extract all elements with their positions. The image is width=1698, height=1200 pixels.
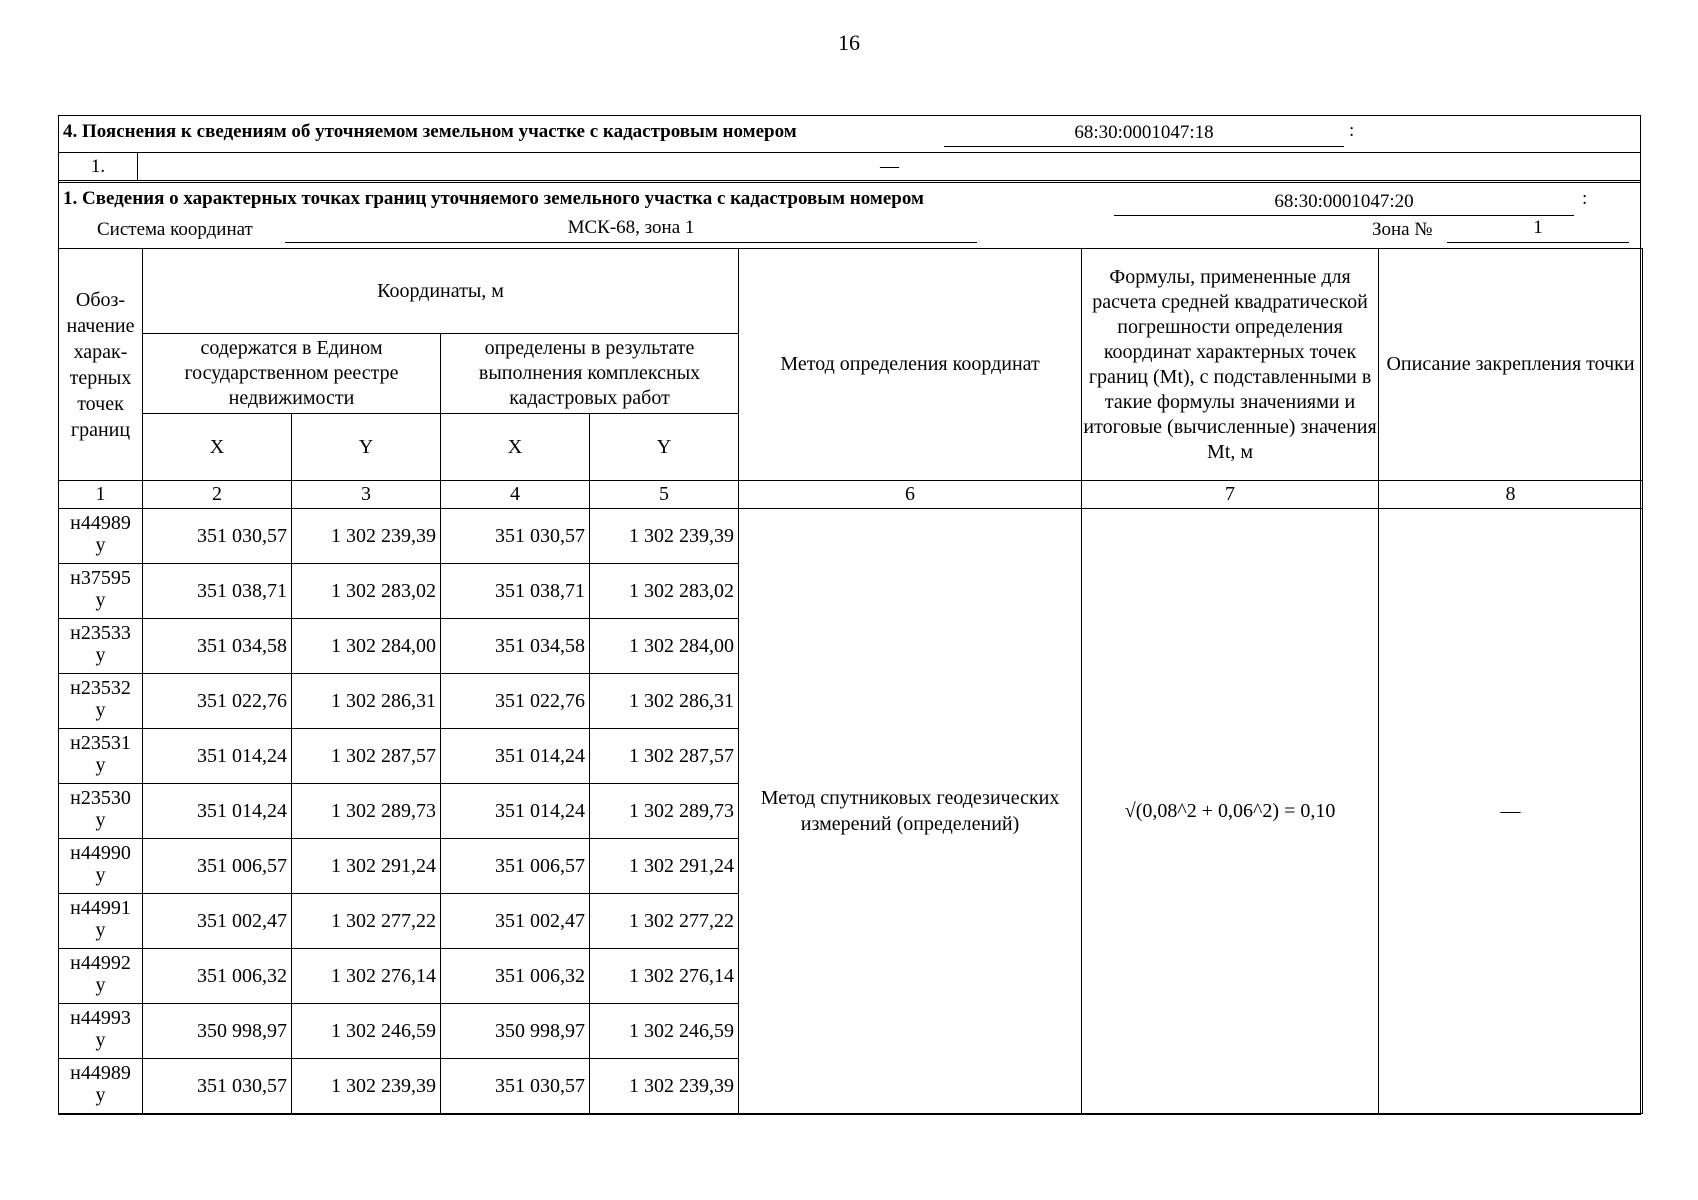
y-egrn-cell: 1 302 286,31 bbox=[292, 674, 441, 729]
point-suffix: у bbox=[95, 864, 106, 886]
section-4-row-value: — bbox=[880, 156, 899, 177]
column-number-row bbox=[59, 481, 1643, 509]
x-determined-cell: 351 002,47 bbox=[441, 894, 590, 949]
point-suffix: у bbox=[95, 809, 106, 831]
point-suffix: у bbox=[95, 919, 106, 941]
point-designation bbox=[59, 674, 143, 729]
point-suffix: у bbox=[95, 589, 106, 611]
y-determined-cell: 1 302 289,73 bbox=[590, 784, 739, 839]
point-suffix: у bbox=[95, 534, 106, 556]
x-determined-cell: 351 038,71 bbox=[441, 564, 590, 619]
x-determined-cell: 350 998,97 bbox=[441, 1004, 590, 1059]
section-4-title: 4. Пояснения к сведениям об уточняемом земельном участке с кадастровым номером bbox=[63, 121, 797, 142]
section-1-title: 1. Сведения о характерных точках границ уточняемого земельного участка с кадастровым номером bbox=[63, 188, 924, 209]
header-coordinates: Координаты, м bbox=[143, 249, 739, 334]
y-determined-cell: 1 302 277,22 bbox=[590, 894, 739, 949]
column-number: 6 bbox=[739, 481, 1082, 509]
x-egrn-cell: 351 006,57 bbox=[143, 839, 292, 894]
column-number: 8 bbox=[1379, 481, 1643, 509]
zone-label: Зона № bbox=[1372, 219, 1433, 240]
point-designation bbox=[59, 564, 143, 619]
x-egrn-cell: 351 030,57 bbox=[143, 509, 292, 564]
header-description: Описание закрепления точки bbox=[1379, 249, 1643, 481]
y-determined-cell: 1 302 284,00 bbox=[590, 619, 739, 674]
section-1-colon: : bbox=[1582, 188, 1588, 209]
y-egrn-cell: 1 302 287,57 bbox=[292, 729, 441, 784]
coord-system-value: МСК-68, зона 1 bbox=[285, 217, 977, 243]
point-id: н37595 bbox=[70, 567, 131, 589]
x-egrn-cell: 351 006,32 bbox=[143, 949, 292, 1004]
point-designation bbox=[59, 619, 143, 674]
page-number: 16 bbox=[838, 30, 860, 55]
point-designation bbox=[59, 949, 143, 1004]
method-cell: Метод спутниковых геодезических измерений (определений) bbox=[739, 509, 1082, 1114]
x-determined-cell: 351 006,57 bbox=[441, 839, 590, 894]
point-id: н23531 bbox=[70, 732, 131, 754]
section-4-row-number: 1. bbox=[59, 153, 138, 180]
coord-system-label: Система координат bbox=[97, 219, 253, 240]
column-number: 5 bbox=[590, 481, 739, 509]
point-suffix: у bbox=[95, 974, 106, 996]
x-determined-cell: 351 006,32 bbox=[441, 949, 590, 1004]
x-egrn-cell: 351 030,57 bbox=[143, 1059, 292, 1114]
section-1-cadastral-number: 68:30:0001047:20 bbox=[1114, 191, 1574, 216]
point-designation bbox=[59, 729, 143, 784]
x-egrn-cell: 351 014,24 bbox=[143, 784, 292, 839]
point-designation bbox=[59, 784, 143, 839]
section-4-row bbox=[59, 153, 1640, 183]
x-determined-cell: 351 022,76 bbox=[441, 674, 590, 729]
header-x-egrn: X bbox=[143, 414, 292, 481]
column-number: 2 bbox=[143, 481, 292, 509]
header-x-determined: X bbox=[441, 414, 590, 481]
point-suffix: у bbox=[95, 754, 106, 776]
column-number: 4 bbox=[441, 481, 590, 509]
x-determined-cell: 351 034,58 bbox=[441, 619, 590, 674]
point-suffix: у bbox=[95, 1084, 106, 1106]
column-number: 3 bbox=[292, 481, 441, 509]
point-id: н44990 bbox=[70, 842, 131, 864]
x-determined-cell: 351 030,57 bbox=[441, 1059, 590, 1114]
y-determined-cell: 1 302 287,57 bbox=[590, 729, 739, 784]
y-egrn-cell: 1 302 283,02 bbox=[292, 564, 441, 619]
coordinates-table bbox=[58, 248, 1643, 1114]
header-formulas: Формулы, примененные для расчета средней квадратической погрешности определения координат характерных точек границ (Mt), с подставленными в такие формулы значениями и итоговые (вычисленные) значения Mt, м bbox=[1082, 249, 1379, 481]
point-designation bbox=[59, 894, 143, 949]
y-determined-cell: 1 302 276,14 bbox=[590, 949, 739, 1004]
point-suffix: у bbox=[95, 644, 106, 666]
point-id: н44989 bbox=[70, 1062, 131, 1084]
header-y-determined: Y bbox=[590, 414, 739, 481]
y-egrn-cell: 1 302 289,73 bbox=[292, 784, 441, 839]
point-suffix: у bbox=[95, 1029, 106, 1051]
point-id: н44992 bbox=[70, 952, 131, 974]
x-determined-cell: 351 014,24 bbox=[441, 729, 590, 784]
y-egrn-cell: 1 302 246,59 bbox=[292, 1004, 441, 1059]
point-id: н44991 bbox=[70, 897, 131, 919]
x-egrn-cell: 351 014,24 bbox=[143, 729, 292, 784]
x-determined-cell: 351 014,24 bbox=[441, 784, 590, 839]
point-designation bbox=[59, 1059, 143, 1114]
section-1-header bbox=[59, 183, 1640, 248]
x-egrn-cell: 351 034,58 bbox=[143, 619, 292, 674]
header-designation: Обоз-начение харак-терных точек границ bbox=[59, 249, 143, 481]
section-4-cadastral-number: 68:30:0001047:18 bbox=[944, 122, 1344, 147]
document-form bbox=[58, 115, 1641, 1115]
x-determined-cell: 351 030,57 bbox=[441, 509, 590, 564]
y-egrn-cell: 1 302 291,24 bbox=[292, 839, 441, 894]
table-row bbox=[59, 509, 1643, 564]
y-determined-cell: 1 302 246,59 bbox=[590, 1004, 739, 1059]
x-egrn-cell: 351 038,71 bbox=[143, 564, 292, 619]
y-determined-cell: 1 302 283,02 bbox=[590, 564, 739, 619]
x-egrn-cell: 350 998,97 bbox=[143, 1004, 292, 1059]
point-id: н44993 bbox=[70, 1007, 131, 1029]
point-designation bbox=[59, 509, 143, 564]
x-egrn-cell: 351 002,47 bbox=[143, 894, 292, 949]
section-4-header bbox=[59, 116, 1640, 153]
point-designation bbox=[59, 1004, 143, 1059]
description-cell: — bbox=[1379, 509, 1643, 1114]
y-egrn-cell: 1 302 277,22 bbox=[292, 894, 441, 949]
header-y-egrn: Y bbox=[292, 414, 441, 481]
point-designation bbox=[59, 839, 143, 894]
section-4-colon: : bbox=[1349, 120, 1355, 141]
header-egrn: содержатся в Едином государственном реестре недвижимости bbox=[143, 334, 441, 414]
y-egrn-cell: 1 302 276,14 bbox=[292, 949, 441, 1004]
column-number: 1 bbox=[59, 481, 143, 509]
y-egrn-cell: 1 302 284,00 bbox=[292, 619, 441, 674]
x-egrn-cell: 351 022,76 bbox=[143, 674, 292, 729]
point-id: н23532 bbox=[70, 677, 131, 699]
y-egrn-cell: 1 302 239,39 bbox=[292, 1059, 441, 1114]
y-egrn-cell: 1 302 239,39 bbox=[292, 509, 441, 564]
header-method: Метод определения координат bbox=[739, 249, 1082, 481]
header-determined: определены в результате выполнения комплексных кадастровых работ bbox=[441, 334, 739, 414]
point-id: н23530 bbox=[70, 787, 131, 809]
y-determined-cell: 1 302 291,24 bbox=[590, 839, 739, 894]
point-id: н23533 bbox=[70, 622, 131, 644]
y-determined-cell: 1 302 286,31 bbox=[590, 674, 739, 729]
point-id: н44989 bbox=[70, 512, 131, 534]
y-determined-cell: 1 302 239,39 bbox=[590, 1059, 739, 1114]
formula-cell: √(0,08^2 + 0,06^2) = 0,10 bbox=[1082, 509, 1379, 1114]
zone-value: 1 bbox=[1447, 217, 1629, 243]
y-determined-cell: 1 302 239,39 bbox=[590, 509, 739, 564]
column-number: 7 bbox=[1082, 481, 1379, 509]
point-suffix: у bbox=[95, 699, 106, 721]
